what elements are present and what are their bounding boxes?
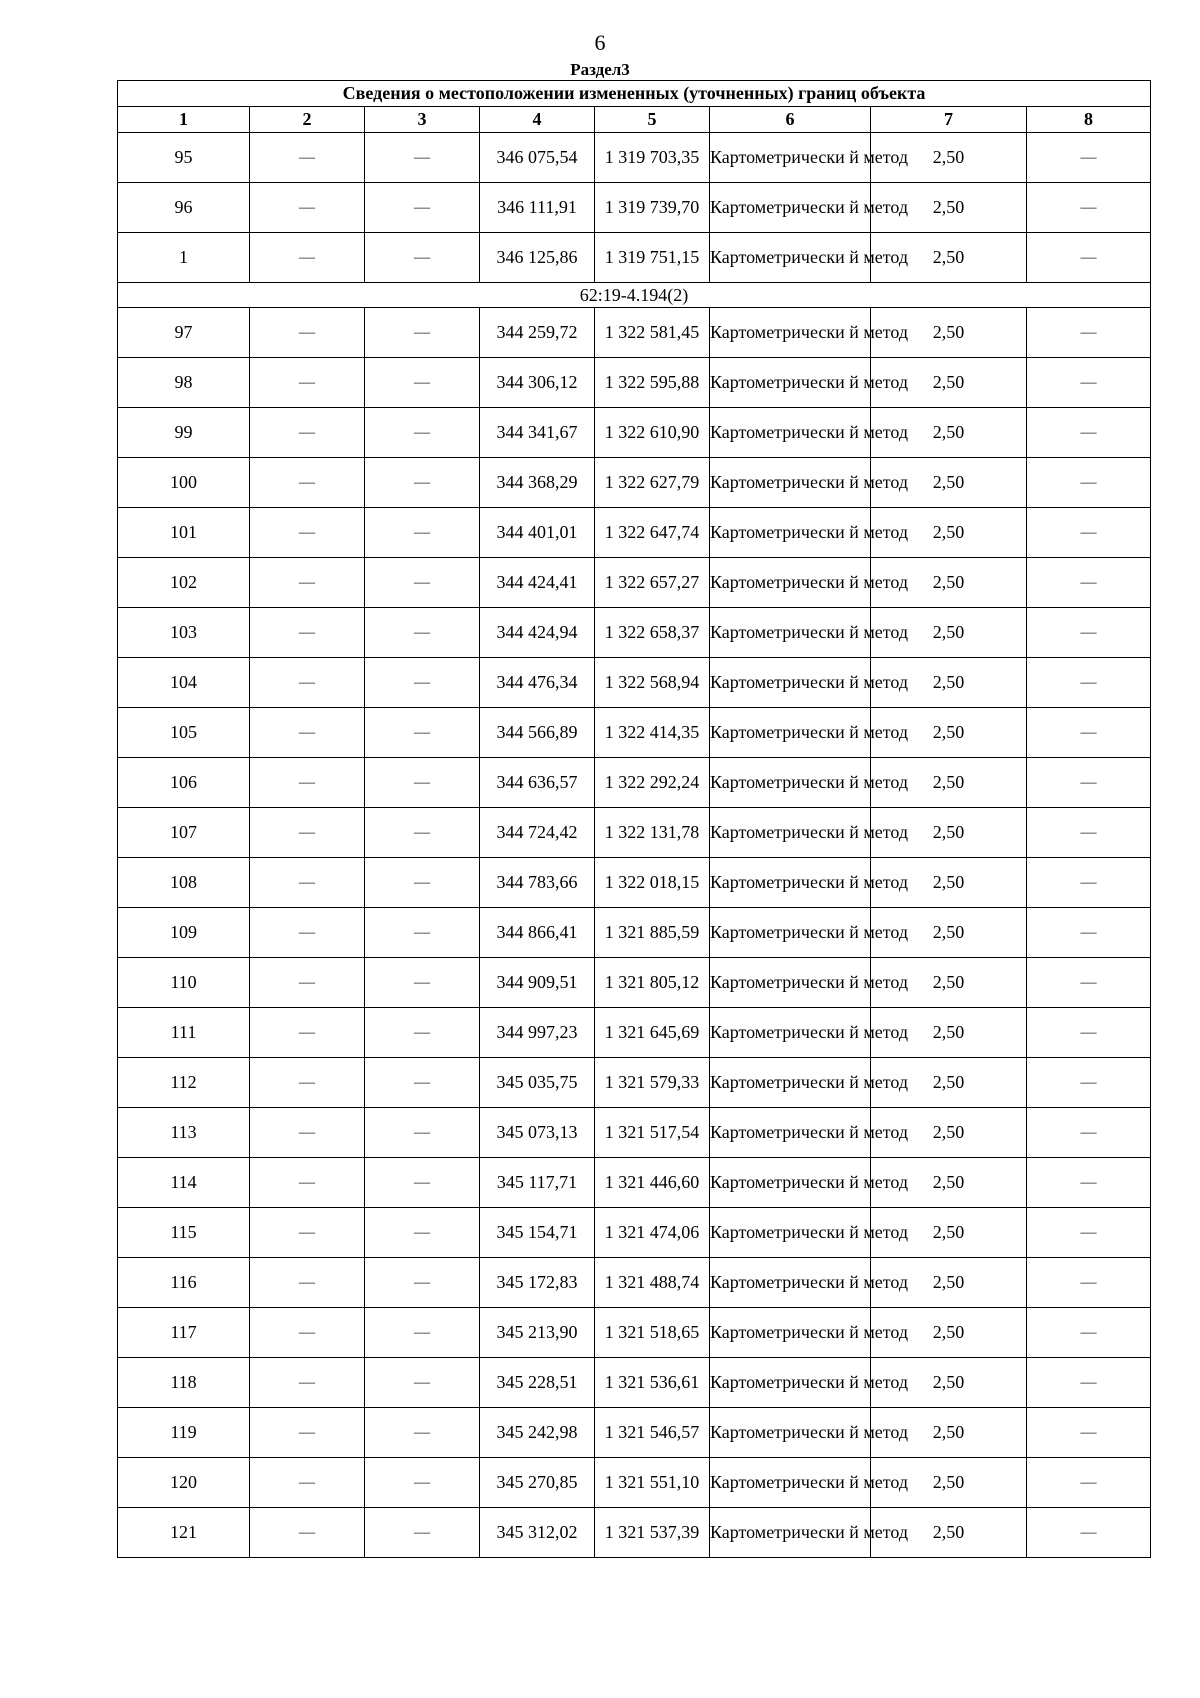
page-number: 6 <box>594 30 606 55</box>
empty-value-cell: — <box>365 1108 480 1158</box>
table-row <box>118 1108 1151 1158</box>
empty-value-cell: — <box>250 508 365 558</box>
x-coordinate-cell: 344 401,01 <box>480 508 595 558</box>
y-coordinate-cell: 1 322 595,88 <box>595 358 710 408</box>
column-number: 1 <box>118 107 250 133</box>
empty-value-cell: — <box>1027 858 1151 908</box>
point-number-cell: 120 <box>118 1458 250 1508</box>
method-cell: Картометрически й метод <box>710 858 871 908</box>
empty-value-cell: — <box>365 1008 480 1058</box>
point-number-cell: 96 <box>118 183 250 233</box>
empty-value-cell: — <box>1027 658 1151 708</box>
column-number: 3 <box>365 107 480 133</box>
empty-value-cell: — <box>250 1408 365 1458</box>
point-number-cell: 110 <box>118 958 250 1008</box>
table-row <box>118 1308 1151 1358</box>
point-number-cell: 111 <box>118 1008 250 1058</box>
method-cell: Картометрически й метод <box>710 1508 871 1558</box>
empty-value-cell: — <box>250 908 365 958</box>
table-row <box>118 1158 1151 1208</box>
empty-value-cell: — <box>365 1058 480 1108</box>
empty-value-cell: — <box>365 1458 480 1508</box>
table-row <box>118 133 1151 183</box>
empty-value-cell: — <box>365 1208 480 1258</box>
column-number: 7 <box>871 107 1027 133</box>
method-cell: Картометрически й метод <box>710 508 871 558</box>
method-cell: Картометрически й метод <box>710 1008 871 1058</box>
table-row <box>118 808 1151 858</box>
empty-value-cell: — <box>250 358 365 408</box>
empty-value-cell: — <box>1027 1008 1151 1058</box>
x-coordinate-cell: 344 306,12 <box>480 358 595 408</box>
column-number: 6 <box>710 107 871 133</box>
x-coordinate-cell: 344 636,57 <box>480 758 595 808</box>
empty-value-cell: — <box>250 183 365 233</box>
y-coordinate-cell: 1 321 518,65 <box>595 1308 710 1358</box>
x-coordinate-cell: 345 073,13 <box>480 1108 595 1158</box>
group-row <box>118 283 1151 308</box>
method-cell: Картометрически й метод <box>710 658 871 708</box>
method-cell: Картометрически й метод <box>710 133 871 183</box>
point-number-cell: 97 <box>118 308 250 358</box>
empty-value-cell: — <box>1027 233 1151 283</box>
accuracy-cell: 2,50 <box>871 758 1027 808</box>
accuracy-cell: 2,50 <box>871 233 1027 283</box>
x-coordinate-cell: 344 909,51 <box>480 958 595 1008</box>
accuracy-cell: 2,50 <box>871 133 1027 183</box>
empty-value-cell: — <box>365 308 480 358</box>
x-coordinate-cell: 346 125,86 <box>480 233 595 283</box>
y-coordinate-cell: 1 322 658,37 <box>595 608 710 658</box>
y-coordinate-cell: 1 322 131,78 <box>595 808 710 858</box>
y-coordinate-cell: 1 319 703,35 <box>595 133 710 183</box>
empty-value-cell: — <box>1027 308 1151 358</box>
empty-value-cell: — <box>365 908 480 958</box>
empty-value-cell: — <box>1027 358 1151 408</box>
empty-value-cell: — <box>365 458 480 508</box>
point-number-cell: 98 <box>118 358 250 408</box>
y-coordinate-cell: 1 322 018,15 <box>595 858 710 908</box>
accuracy-cell: 2,50 <box>871 308 1027 358</box>
accuracy-cell: 2,50 <box>871 908 1027 958</box>
x-coordinate-cell: 345 312,02 <box>480 1508 595 1558</box>
empty-value-cell: — <box>250 808 365 858</box>
method-cell: Картометрически й метод <box>710 758 871 808</box>
column-number: 5 <box>595 107 710 133</box>
method-cell: Картометрически й метод <box>710 1458 871 1508</box>
accuracy-cell: 2,50 <box>871 1508 1027 1558</box>
method-cell: Картометрически й метод <box>710 183 871 233</box>
method-cell: Картометрически й метод <box>710 608 871 658</box>
accuracy-cell: 2,50 <box>871 1258 1027 1308</box>
table-row <box>118 233 1151 283</box>
x-coordinate-cell: 344 866,41 <box>480 908 595 958</box>
table-row <box>118 908 1151 958</box>
empty-value-cell: — <box>250 608 365 658</box>
empty-value-cell: — <box>1027 558 1151 608</box>
empty-value-cell: — <box>365 558 480 608</box>
table-body <box>118 133 1151 1558</box>
x-coordinate-cell: 344 476,34 <box>480 658 595 708</box>
y-coordinate-cell: 1 321 474,06 <box>595 1208 710 1258</box>
table-row <box>118 1358 1151 1408</box>
point-number-cell: 117 <box>118 1308 250 1358</box>
y-coordinate-cell: 1 321 446,60 <box>595 1158 710 1208</box>
y-coordinate-cell: 1 322 414,35 <box>595 708 710 758</box>
method-cell: Картометрически й метод <box>710 558 871 608</box>
empty-value-cell: — <box>1027 908 1151 958</box>
empty-value-cell: — <box>365 1408 480 1458</box>
empty-value-cell: — <box>1027 458 1151 508</box>
x-coordinate-cell: 345 242,98 <box>480 1408 595 1458</box>
empty-value-cell: — <box>365 608 480 658</box>
column-number-row <box>118 107 1151 133</box>
empty-value-cell: — <box>365 1158 480 1208</box>
x-coordinate-cell: 345 154,71 <box>480 1208 595 1258</box>
accuracy-cell: 2,50 <box>871 1108 1027 1158</box>
y-coordinate-cell: 1 322 568,94 <box>595 658 710 708</box>
table-row <box>118 608 1151 658</box>
empty-value-cell: — <box>250 1108 365 1158</box>
point-number-cell: 105 <box>118 708 250 758</box>
x-coordinate-cell: 344 259,72 <box>480 308 595 358</box>
empty-value-cell: — <box>365 758 480 808</box>
accuracy-cell: 2,50 <box>871 358 1027 408</box>
empty-value-cell: — <box>250 1158 365 1208</box>
y-coordinate-cell: 1 322 610,90 <box>595 408 710 458</box>
empty-value-cell: — <box>1027 183 1151 233</box>
accuracy-cell: 2,50 <box>871 458 1027 508</box>
method-cell: Картометрически й метод <box>710 908 871 958</box>
method-cell: Картометрически й метод <box>710 1258 871 1308</box>
empty-value-cell: — <box>250 758 365 808</box>
empty-value-cell: — <box>365 1258 480 1308</box>
cadastral-group-label: 62:19-4.194(2) <box>118 283 1151 308</box>
point-number-cell: 99 <box>118 408 250 458</box>
empty-value-cell: — <box>1027 958 1151 1008</box>
y-coordinate-cell: 1 321 536,61 <box>595 1358 710 1408</box>
y-coordinate-cell: 1 321 517,54 <box>595 1108 710 1158</box>
y-coordinate-cell: 1 321 488,74 <box>595 1258 710 1308</box>
empty-value-cell: — <box>365 708 480 758</box>
point-number-cell: 95 <box>118 133 250 183</box>
empty-value-cell: — <box>1027 1108 1151 1158</box>
method-cell: Картометрически й метод <box>710 1108 871 1158</box>
empty-value-cell: — <box>250 133 365 183</box>
empty-value-cell: — <box>365 133 480 183</box>
point-number-cell: 114 <box>118 1158 250 1208</box>
point-number-cell: 106 <box>118 758 250 808</box>
table-row <box>118 1258 1151 1308</box>
table-row <box>118 658 1151 708</box>
empty-value-cell: — <box>1027 1258 1151 1308</box>
empty-value-cell: — <box>250 1058 365 1108</box>
empty-value-cell: — <box>250 1508 365 1558</box>
empty-value-cell: — <box>250 958 365 1008</box>
y-coordinate-cell: 1 322 581,45 <box>595 308 710 358</box>
table-row <box>118 758 1151 808</box>
table-row <box>118 1408 1151 1458</box>
table-row <box>118 1008 1151 1058</box>
empty-value-cell: — <box>250 1358 365 1408</box>
table-row <box>118 558 1151 608</box>
empty-value-cell: — <box>365 858 480 908</box>
empty-value-cell: — <box>250 1208 365 1258</box>
empty-value-cell: — <box>250 458 365 508</box>
point-number-cell: 100 <box>118 458 250 508</box>
x-coordinate-cell: 344 424,94 <box>480 608 595 658</box>
method-cell: Картометрически й метод <box>710 1158 871 1208</box>
empty-value-cell: — <box>250 308 365 358</box>
empty-value-cell: — <box>1027 1408 1151 1458</box>
x-coordinate-cell: 345 228,51 <box>480 1358 595 1408</box>
accuracy-cell: 2,50 <box>871 858 1027 908</box>
point-number-cell: 115 <box>118 1208 250 1258</box>
y-coordinate-cell: 1 322 292,24 <box>595 758 710 808</box>
y-coordinate-cell: 1 322 647,74 <box>595 508 710 558</box>
y-coordinate-cell: 1 321 579,33 <box>595 1058 710 1108</box>
y-coordinate-cell: 1 321 885,59 <box>595 908 710 958</box>
y-coordinate-cell: 1 319 751,15 <box>595 233 710 283</box>
point-number-cell: 109 <box>118 908 250 958</box>
empty-value-cell: — <box>250 1258 365 1308</box>
method-cell: Картометрически й метод <box>710 233 871 283</box>
x-coordinate-cell: 345 035,75 <box>480 1058 595 1108</box>
point-number-cell: 104 <box>118 658 250 708</box>
y-coordinate-cell: 1 321 645,69 <box>595 1008 710 1058</box>
empty-value-cell: — <box>1027 1358 1151 1408</box>
empty-value-cell: — <box>250 233 365 283</box>
column-number: 4 <box>480 107 595 133</box>
method-cell: Картометрически й метод <box>710 1058 871 1108</box>
point-number-cell: 102 <box>118 558 250 608</box>
accuracy-cell: 2,50 <box>871 608 1027 658</box>
method-cell: Картометрически й метод <box>710 958 871 1008</box>
empty-value-cell: — <box>1027 608 1151 658</box>
empty-value-cell: — <box>365 658 480 708</box>
empty-value-cell: — <box>250 1008 365 1058</box>
table-row <box>118 858 1151 908</box>
method-cell: Картометрически й метод <box>710 808 871 858</box>
table-row <box>118 458 1151 508</box>
point-number-cell: 108 <box>118 858 250 908</box>
y-coordinate-cell: 1 322 627,79 <box>595 458 710 508</box>
empty-value-cell: — <box>1027 1208 1151 1258</box>
empty-value-cell: — <box>1027 1158 1151 1208</box>
empty-value-cell: — <box>250 1308 365 1358</box>
x-coordinate-cell: 345 172,83 <box>480 1258 595 1308</box>
method-cell: Картометрически й метод <box>710 458 871 508</box>
empty-value-cell: — <box>250 658 365 708</box>
method-cell: Картометрически й метод <box>710 1408 871 1458</box>
boundary-coordinates-table <box>117 80 1151 1558</box>
empty-value-cell: — <box>365 183 480 233</box>
x-coordinate-cell: 345 117,71 <box>480 1158 595 1208</box>
point-number-cell: 103 <box>118 608 250 658</box>
accuracy-cell: 2,50 <box>871 1058 1027 1108</box>
accuracy-cell: 2,50 <box>871 183 1027 233</box>
accuracy-cell: 2,50 <box>871 658 1027 708</box>
empty-value-cell: — <box>1027 1308 1151 1358</box>
accuracy-cell: 2,50 <box>871 958 1027 1008</box>
empty-value-cell: — <box>1027 808 1151 858</box>
point-number-cell: 116 <box>118 1258 250 1308</box>
table-row <box>118 508 1151 558</box>
accuracy-cell: 2,50 <box>871 508 1027 558</box>
empty-value-cell: — <box>365 1308 480 1358</box>
point-number-cell: 118 <box>118 1358 250 1408</box>
accuracy-cell: 2,50 <box>871 558 1027 608</box>
accuracy-cell: 2,50 <box>871 1158 1027 1208</box>
section-title: Раздел3 <box>570 60 630 79</box>
table-title: Сведения о местоположении измененных (уточненных) границ объекта <box>118 81 1151 107</box>
point-number-cell: 113 <box>118 1108 250 1158</box>
empty-value-cell: — <box>250 1458 365 1508</box>
y-coordinate-cell: 1 319 739,70 <box>595 183 710 233</box>
accuracy-cell: 2,50 <box>871 408 1027 458</box>
method-cell: Картометрически й метод <box>710 358 871 408</box>
accuracy-cell: 2,50 <box>871 1208 1027 1258</box>
empty-value-cell: — <box>1027 758 1151 808</box>
empty-value-cell: — <box>365 808 480 858</box>
point-number-cell: 1 <box>118 233 250 283</box>
table-row <box>118 1208 1151 1258</box>
method-cell: Картометрически й метод <box>710 708 871 758</box>
method-cell: Картометрически й метод <box>710 1308 871 1358</box>
empty-value-cell: — <box>1027 1458 1151 1508</box>
accuracy-cell: 2,50 <box>871 1358 1027 1408</box>
table-row <box>118 708 1151 758</box>
x-coordinate-cell: 344 368,29 <box>480 458 595 508</box>
point-number-cell: 107 <box>118 808 250 858</box>
empty-value-cell: — <box>1027 708 1151 758</box>
table-row <box>118 958 1151 1008</box>
empty-value-cell: — <box>1027 133 1151 183</box>
x-coordinate-cell: 344 724,42 <box>480 808 595 858</box>
table-row <box>118 308 1151 358</box>
y-coordinate-cell: 1 321 546,57 <box>595 1408 710 1458</box>
accuracy-cell: 2,50 <box>871 708 1027 758</box>
x-coordinate-cell: 345 213,90 <box>480 1308 595 1358</box>
method-cell: Картометрически й метод <box>710 1208 871 1258</box>
x-coordinate-cell: 344 341,67 <box>480 408 595 458</box>
method-cell: Картометрически й метод <box>710 408 871 458</box>
y-coordinate-cell: 1 322 657,27 <box>595 558 710 608</box>
accuracy-cell: 2,50 <box>871 1458 1027 1508</box>
empty-value-cell: — <box>1027 1508 1151 1558</box>
table-row <box>118 358 1151 408</box>
empty-value-cell: — <box>365 1508 480 1558</box>
method-cell: Картометрически й метод <box>710 1358 871 1408</box>
x-coordinate-cell: 346 111,91 <box>480 183 595 233</box>
y-coordinate-cell: 1 321 551,10 <box>595 1458 710 1508</box>
table-row <box>118 1058 1151 1108</box>
table-row <box>118 1458 1151 1508</box>
accuracy-cell: 2,50 <box>871 1008 1027 1058</box>
empty-value-cell: — <box>365 508 480 558</box>
table-row <box>118 1508 1151 1558</box>
empty-value-cell: — <box>365 408 480 458</box>
column-number: 8 <box>1027 107 1151 133</box>
y-coordinate-cell: 1 321 805,12 <box>595 958 710 1008</box>
accuracy-cell: 2,50 <box>871 1308 1027 1358</box>
point-number-cell: 101 <box>118 508 250 558</box>
empty-value-cell: — <box>250 708 365 758</box>
y-coordinate-cell: 1 321 537,39 <box>595 1508 710 1558</box>
x-coordinate-cell: 344 424,41 <box>480 558 595 608</box>
method-cell: Картометрически й метод <box>710 308 871 358</box>
x-coordinate-cell: 344 566,89 <box>480 708 595 758</box>
empty-value-cell: — <box>365 233 480 283</box>
accuracy-cell: 2,50 <box>871 808 1027 858</box>
accuracy-cell: 2,50 <box>871 1408 1027 1458</box>
x-coordinate-cell: 345 270,85 <box>480 1458 595 1508</box>
x-coordinate-cell: 344 783,66 <box>480 858 595 908</box>
column-number: 2 <box>250 107 365 133</box>
empty-value-cell: — <box>250 408 365 458</box>
empty-value-cell: — <box>250 858 365 908</box>
point-number-cell: 112 <box>118 1058 250 1108</box>
point-number-cell: 121 <box>118 1508 250 1558</box>
empty-value-cell: — <box>365 958 480 1008</box>
empty-value-cell: — <box>365 358 480 408</box>
empty-value-cell: — <box>1027 408 1151 458</box>
empty-value-cell: — <box>250 558 365 608</box>
table-row <box>118 408 1151 458</box>
x-coordinate-cell: 346 075,54 <box>480 133 595 183</box>
point-number-cell: 119 <box>118 1408 250 1458</box>
empty-value-cell: — <box>1027 508 1151 558</box>
empty-value-cell: — <box>365 1358 480 1408</box>
table-row <box>118 183 1151 233</box>
empty-value-cell: — <box>1027 1058 1151 1108</box>
x-coordinate-cell: 344 997,23 <box>480 1008 595 1058</box>
